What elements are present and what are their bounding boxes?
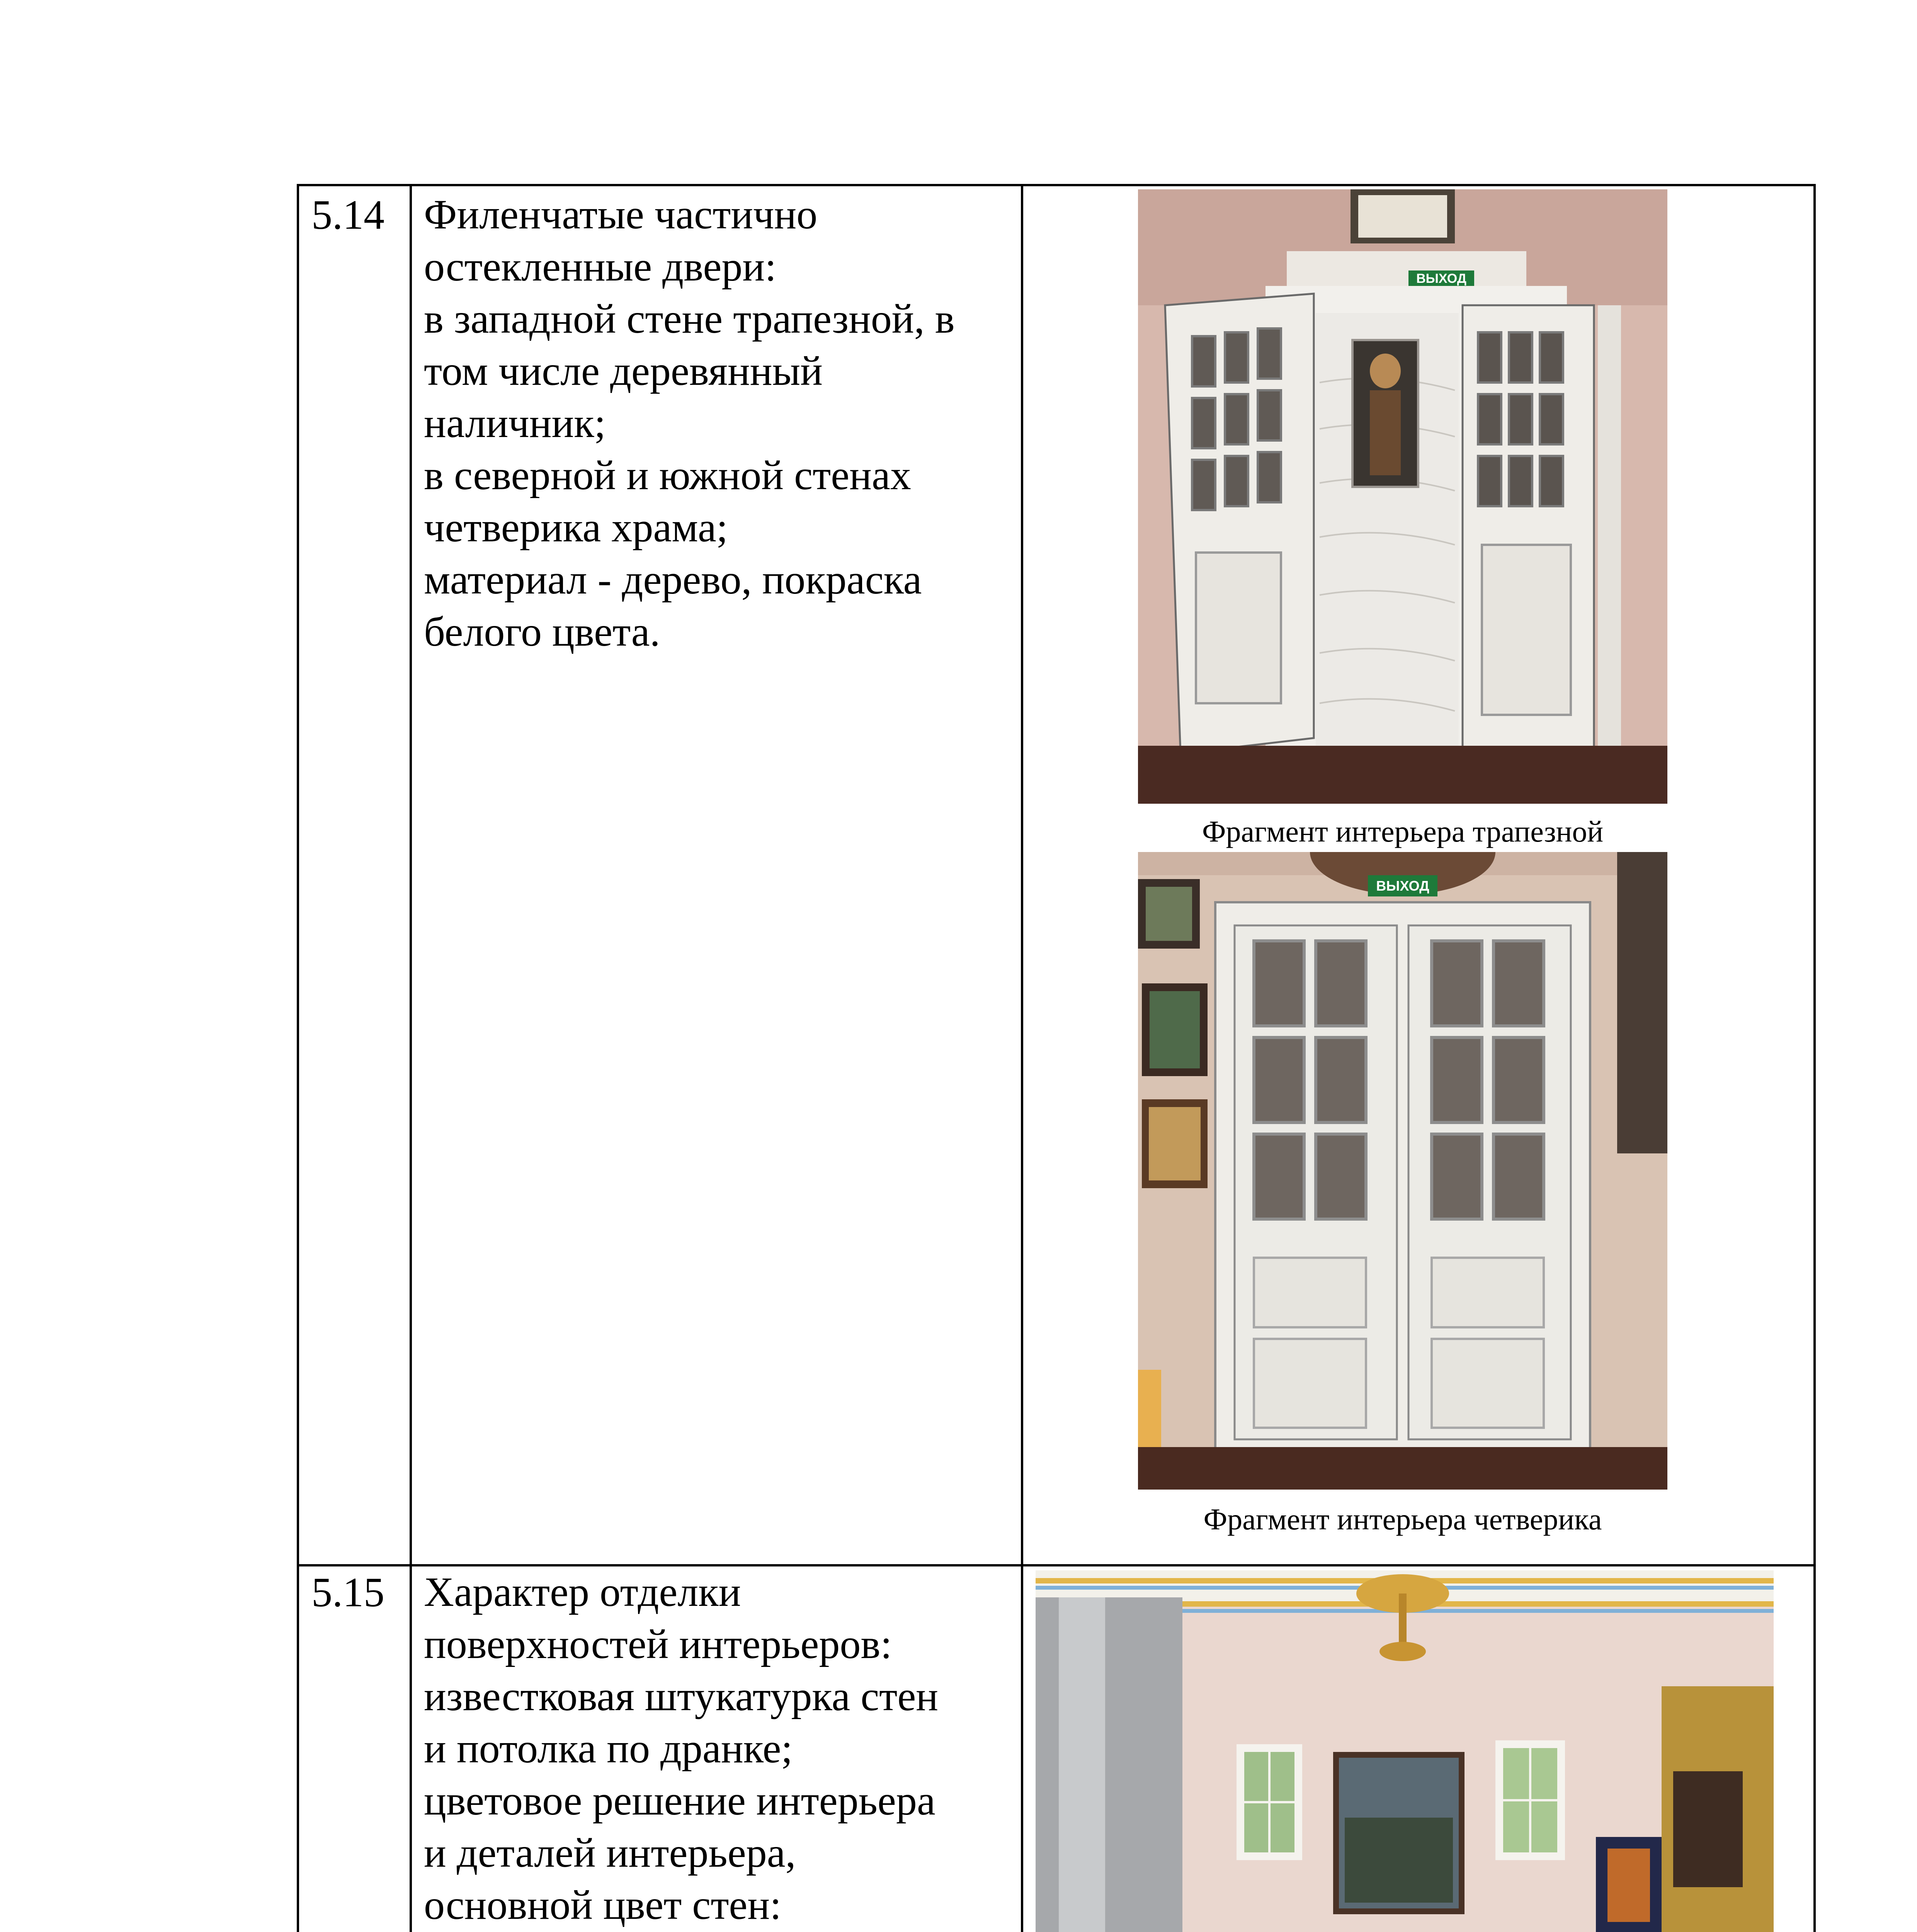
description-line: в северной и южной стенах bbox=[424, 452, 911, 498]
row-description bbox=[424, 189, 1027, 658]
description-line: наличник; bbox=[424, 400, 606, 446]
exit-sign-text: ВЫХОД bbox=[1416, 271, 1466, 286]
description-line: четверика храма; bbox=[424, 505, 728, 551]
row-number: 5.14 bbox=[311, 192, 384, 238]
description-line: основной цвет стен: bbox=[424, 1882, 782, 1928]
description-line: известковая штукатурка стен bbox=[424, 1673, 939, 1719]
row-description bbox=[424, 1566, 1027, 1932]
photo-quadrangle-door bbox=[1138, 852, 1667, 1490]
description-line: остекленные двери: bbox=[424, 244, 777, 290]
photo-caption: Фрагмент интерьера трапезной bbox=[1202, 815, 1604, 848]
description-line: и деталей интерьера, bbox=[424, 1830, 796, 1876]
description-line: Филенчатые частично bbox=[424, 192, 818, 238]
description-line: цветовое решение интерьера bbox=[424, 1778, 936, 1824]
column-divider-1 bbox=[410, 186, 412, 1932]
row-number: 5.15 bbox=[311, 1570, 384, 1616]
description-line: Характер отделки bbox=[424, 1569, 741, 1615]
photo-caption: Фрагмент интерьера четверика bbox=[1203, 1502, 1602, 1536]
description-line: поверхностей интерьеров: bbox=[424, 1621, 892, 1667]
photo-refectory-door bbox=[1138, 189, 1667, 804]
description-line: том числе деревянный bbox=[424, 348, 823, 394]
photo-interior-hall bbox=[1036, 1570, 1774, 1932]
description-line: белого цвета. bbox=[424, 609, 660, 655]
description-line: и потолка по дранке; bbox=[424, 1726, 793, 1772]
description-line: материал - дерево, покраска bbox=[424, 557, 922, 603]
exit-sign-text: ВЫХОД bbox=[1376, 878, 1429, 894]
description-line: в западной стене трапезной, в bbox=[424, 296, 955, 342]
